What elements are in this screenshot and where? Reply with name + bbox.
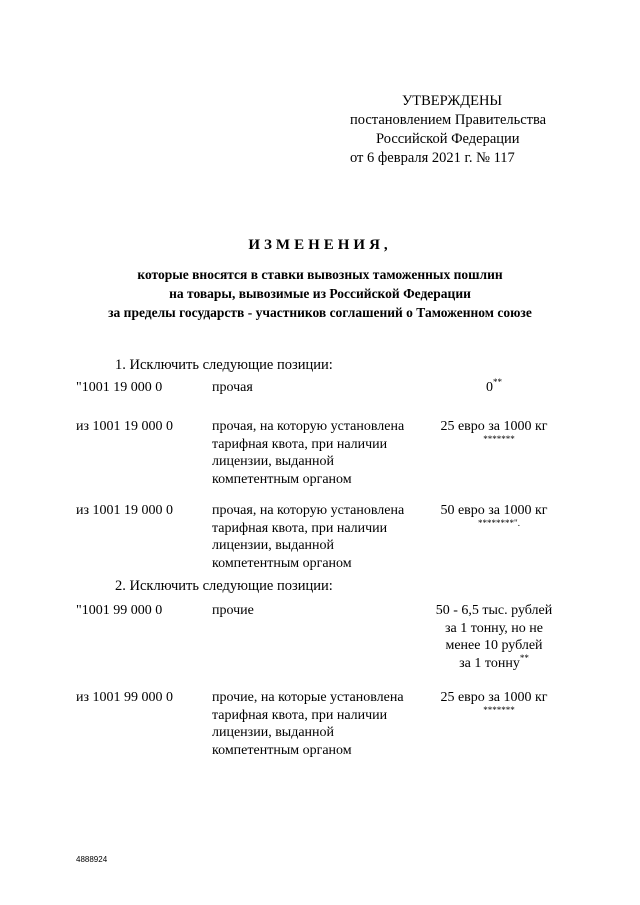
rate-line: 25 евро за 1000 кг [440,419,548,434]
item-description [212,602,417,620]
subtitle-line: на товары, вывозимые из Российской Федерации [169,286,471,301]
approval-block [340,92,570,168]
approval-line: Российской Федерации [376,131,520,147]
description-line: прочие [212,603,254,618]
description-line: прочая [212,380,253,395]
document-subtitle [0,265,640,322]
description-line: компетентным органом [212,471,352,487]
rate-text: за 1 тонну [459,655,520,671]
document-title: ИЗМЕНЕНИЯ, [248,237,392,253]
description-line: тарифная квота, при наличии [212,436,388,452]
description-line: компетентным органом [212,555,352,571]
rate-line: 50 евро за 1000 кг [440,503,548,518]
footnote-mark: ** [519,652,529,663]
tariff-code: из 1001 19 000 0 [76,503,174,518]
duty-rate [421,502,567,526]
item-description [212,379,417,397]
description-line: лицензии, выданной [212,725,335,740]
rate-text: 0 [486,380,493,395]
approval-line: постановлением Правительства [350,112,547,128]
rate-line: за 1 тонну, но не [445,620,543,636]
description-line: прочая, на которую установлена [212,419,405,434]
item-description [212,689,417,759]
tariff-code: "1001 99 000 0 [76,603,163,618]
description-line: тарифная квота, при наличии [212,520,388,536]
rate-line: менее 10 рублей [445,638,543,653]
rate-line [421,652,567,673]
tariff-code: из 1001 19 000 0 [76,419,174,434]
footnote-mark: ********". [478,517,520,528]
footnote-mark: ******* [483,433,515,444]
item-description [212,418,417,488]
rate-line: 50 - 6,5 тыс. рублей [435,603,553,618]
duty-rate [421,379,567,397]
section-heading: 1. Исключить следующие позиции: [115,357,333,373]
description-line: тарифная квота, при наличии [212,707,388,723]
rate-line: 25 евро за 1000 кг [440,690,548,705]
approval-date: от 6 февраля 2021 г. № 117 [350,150,515,166]
footnote-mark: ** [493,377,502,387]
approval-title: УТВЕРЖДЕНЫ [402,93,503,109]
description-line: прочая, на которую установлена [212,503,405,518]
duty-rate [421,689,567,713]
description-line: лицензии, выданной [212,538,335,553]
duty-rate [421,418,567,442]
rate-line [421,379,567,397]
description-line: прочие, на которые установлена [212,690,404,705]
subtitle-line: за пределы государств - участников соглашений о Таможенном союзе [108,305,532,320]
item-description [212,502,417,572]
tariff-code: "1001 19 000 0 [76,380,163,395]
tariff-code: из 1001 99 000 0 [76,690,174,705]
description-line: компетентным органом [212,742,352,758]
duty-rate [421,602,567,672]
footnote-mark: ******* [483,704,515,715]
description-line: лицензии, выданной [212,454,335,469]
document-code: 4888924 [76,855,108,864]
subtitle-line: которые вносятся в ставки вывозных таможенных пошлин [137,267,503,282]
section-heading: 2. Исключить следующие позиции: [115,578,333,594]
